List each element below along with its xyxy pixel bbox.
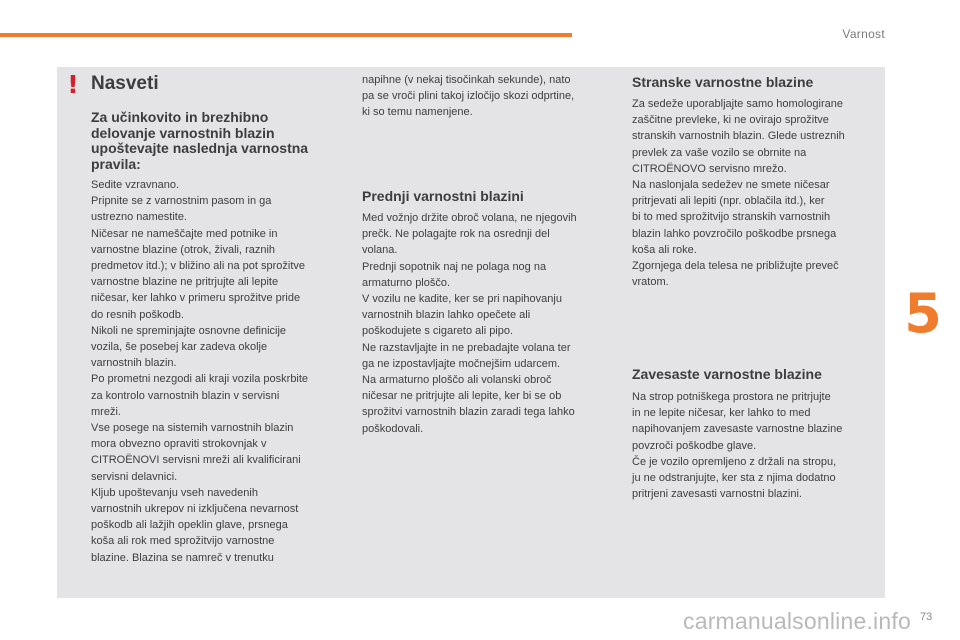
- text-line: Sedite vzravnano.: [91, 179, 180, 191]
- curtain-airbags-heading: Zavesaste varnostne blazine: [632, 366, 822, 382]
- text-line: blazine. Blazina se namreč v trenutku: [91, 551, 274, 564]
- text-line: servisni delavnici.: [91, 470, 178, 483]
- text-line: ki so temu namenjene.: [362, 106, 473, 119]
- text-line: sprožitvi varnostnih blazin zaradi tega lahko: [362, 406, 575, 419]
- text-line: napihovanjem zavesaste varnostne blazine: [632, 423, 843, 436]
- text-line: in ne lepite ničesar, ker lahko to med: [632, 407, 811, 420]
- warning-exclamation-icon: !: [67, 70, 79, 99]
- text-line: Na armaturno ploščo ali volanski obroč: [362, 374, 552, 387]
- section-title: Varnost: [842, 27, 885, 41]
- text-line: za kontrolo varnostnih blazin v servisni: [91, 389, 280, 402]
- text-line: ustrezno namestite.: [91, 211, 187, 224]
- watermark: carmanualsonline.info: [683, 608, 911, 634]
- chapter-number: 5: [904, 282, 942, 345]
- text-line: do resnih poškodb.: [91, 308, 184, 321]
- text-line: ga ne izpostavljajte močnejšim udarcem.: [362, 357, 561, 370]
- text-line: varnostne blazine (otrok, živali, raznih: [91, 243, 276, 256]
- top-accent-bar: [0, 33, 572, 37]
- text-line: mora obvezno opraviti strokovnjak v: [91, 438, 267, 451]
- text-line: Vse posege na sistemih varnostnih blazin: [91, 422, 294, 435]
- text-line: volana.: [362, 244, 398, 257]
- text-line: poškodovali.: [362, 422, 424, 435]
- text-line: varnostne blazine ne pritrjujte ali lepite: [91, 276, 279, 289]
- text-line: Prednji sopotnik naj ne polaga nog na: [362, 260, 547, 273]
- text-line: CITROËNOVO servisno mrežo.: [632, 162, 787, 175]
- text-line: Po prometni nezgodi ali kraji vozila poskrbite: [91, 373, 309, 386]
- text-line: Ničesar ne nameščajte med potnike in: [91, 227, 278, 240]
- text-line: bi to med sprožitvijo stranskih varnostnih: [632, 211, 831, 224]
- continuation-text: [362, 72, 617, 121]
- text-line: prečk. Ne polagajte rok na osrednji del: [362, 228, 550, 241]
- text-line: ničesar ne pritrjujte ali lepite, ker bi se ob: [362, 390, 562, 403]
- text-line: pritrjevati ali lepiti (npr. oblačila itd.), ker: [632, 195, 825, 208]
- front-airbags-text: [362, 210, 617, 437]
- text-line: mreži.: [91, 405, 121, 418]
- text-line: Za sedeže uporabljajte samo homologirane: [632, 98, 843, 110]
- side-airbags-heading: Stranske varnostne blazine: [632, 74, 814, 90]
- text-line: Če je vozilo opremljeno z držali na stropu,: [632, 455, 837, 468]
- text-line: Ne razstavljajte in ne prebadajte volana ter: [362, 341, 571, 354]
- text-line: Kljub upoštevanju vseh navedenih: [91, 486, 258, 499]
- text-line: varnostnih blazin.: [91, 357, 177, 370]
- text-line: Nikoli ne spreminjajte osnovne definicije: [91, 324, 287, 337]
- text-line: vratom.: [632, 276, 669, 289]
- advice-title: Nasveti: [91, 73, 159, 94]
- text-line: koša ali roke.: [632, 243, 697, 256]
- text-line: stranskih varnostnih blazin. Glede ustreznih: [632, 130, 845, 143]
- text-line: pa se vroči plini takoj izločijo skozi odprtine,: [362, 90, 575, 103]
- text-line: varnostnih blazin lahko opečete ali: [362, 309, 531, 322]
- text-line: zaščitne prevleke, ki ne ovirajo sprožitve: [632, 114, 829, 127]
- text-line: Na strop potniškega prostora ne pritrjujte: [632, 391, 831, 403]
- text-line: ničesar, ker lahko v primeru sprožitve pride: [91, 292, 301, 305]
- text-line: CITROËNOVI servisni mreži ali kvalificirani: [91, 454, 301, 467]
- text-line: ju ne odstranjujte, ker sta z njima dodatno: [632, 472, 836, 485]
- text-line: armaturno ploščo.: [362, 276, 451, 289]
- text-line: blazin lahko povzročilo poškodbe prsnega: [632, 227, 837, 240]
- text-line: V vozilu ne kadite, ker se pri napihovanju: [362, 293, 562, 306]
- page-number: 73: [920, 611, 933, 623]
- text-line: vozila, še posebej kar zadeva okolje: [91, 341, 268, 354]
- text-line: povzroči poškodbe glave.: [632, 439, 757, 452]
- text-line: poškodb ali lažjih opeklin glave, prsnega: [91, 519, 288, 532]
- curtain-airbags-text: [632, 389, 882, 502]
- rules-heading: Za učinkovito in brezhibno delovanje varnostnih blazin upoštevajte naslednja varnostna pravila:: [91, 109, 309, 172]
- text-line: pritrjeni zavesasti varnostni blazini.: [632, 488, 802, 501]
- text-line: poškodujete s cigareto ali pipo.: [362, 325, 514, 338]
- text-line: koša ali rok med sprožitvijo varnostne: [91, 535, 275, 548]
- text-line: Med vožnjo držite obroč volana, ne njegovih: [362, 212, 577, 224]
- text-line: napihne (v nekaj tisočinkah sekunde), nato: [362, 74, 571, 86]
- front-airbags-heading: Prednji varnostni blazini: [362, 188, 524, 204]
- text-line: varnostnih ukrepov ni izključena nevarnost: [91, 503, 299, 516]
- side-airbags-text: [632, 96, 882, 290]
- text-line: prevlek za vaše vozilo se obrnite na: [632, 146, 807, 159]
- text-line: Na naslonjala sedežev ne smete ničesar: [632, 179, 830, 192]
- text-line: Pripnite se z varnostnim pasom in ga: [91, 195, 272, 208]
- rules-text: [91, 177, 346, 566]
- text-line: Zgornjega dela telesa ne približujte preveč: [632, 260, 839, 273]
- text-line: predmetov itd.); v bližino ali na pot sprožitve: [91, 260, 305, 273]
